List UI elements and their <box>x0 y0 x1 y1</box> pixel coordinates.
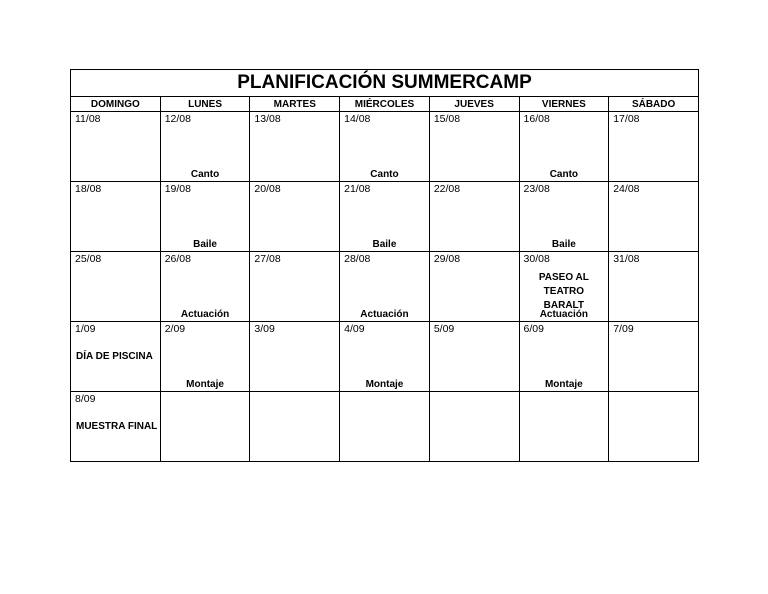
day-activity: Baile <box>372 239 397 250</box>
day-cell <box>71 392 161 462</box>
day-activity: Actuación <box>360 309 409 320</box>
weekday-header: MARTES <box>250 97 340 112</box>
day-date: 27/08 <box>254 253 281 265</box>
day-cell <box>160 112 250 182</box>
day-cell <box>250 112 340 182</box>
day-date: 18/08 <box>75 183 102 195</box>
day-cell <box>519 182 609 252</box>
day-cell <box>160 182 250 252</box>
day-cell <box>519 252 609 322</box>
day-cell <box>71 182 161 252</box>
day-cell <box>519 322 609 392</box>
day-cell <box>340 252 430 322</box>
weekday-header: MIÉRCOLES <box>340 97 430 112</box>
day-activity: Montaje <box>544 379 583 390</box>
day-date: 15/08 <box>433 113 461 125</box>
day-date: 24/08 <box>613 183 640 195</box>
day-cell <box>429 392 519 462</box>
day-cell <box>609 112 699 182</box>
day-cell <box>250 252 340 322</box>
day-activity: Actuación <box>180 309 230 320</box>
day-date: 8/09 <box>75 393 96 405</box>
day-date: 19/08 <box>164 183 191 195</box>
day-cell <box>250 182 340 252</box>
day-cell <box>71 322 161 392</box>
day-activity: Canto <box>549 169 579 180</box>
day-date: 5/09 <box>433 323 455 335</box>
weekday-header: JUEVES <box>429 97 519 112</box>
day-cell <box>429 182 519 252</box>
day-date: 13/08 <box>254 113 281 125</box>
day-cell <box>160 252 250 322</box>
day-cell <box>340 182 430 252</box>
day-activity: Montaje <box>365 379 404 390</box>
day-date: 25/08 <box>75 253 102 265</box>
day-cell <box>429 252 519 322</box>
day-date: 22/08 <box>433 183 461 195</box>
week-row <box>71 322 699 392</box>
day-date: 14/08 <box>344 113 371 125</box>
week-row <box>71 252 699 322</box>
day-cell <box>340 392 430 462</box>
day-note: PASEO AL TEATRO BARALT <box>538 272 589 311</box>
day-note: MUESTRA FINAL <box>76 421 158 432</box>
day-activity: Canto <box>370 169 399 180</box>
day-date: 26/08 <box>164 253 191 265</box>
weekday-header: SÁBADO <box>609 97 699 112</box>
day-cell <box>609 182 699 252</box>
day-cell <box>609 392 699 462</box>
day-date: 17/08 <box>613 113 640 125</box>
day-date: 7/09 <box>613 323 634 335</box>
day-date: 3/09 <box>254 323 275 335</box>
page-title: PLANIFICACIÓN SUMMERCAMP <box>71 70 699 97</box>
weekday-header: LUNES <box>160 97 250 112</box>
day-date: 28/08 <box>344 253 371 265</box>
day-date: 30/08 <box>523 253 550 265</box>
day-cell <box>160 392 250 462</box>
day-cell <box>250 322 340 392</box>
day-date: 6/09 <box>523 323 544 335</box>
day-activity: Baile <box>551 239 576 250</box>
day-cell <box>519 392 609 462</box>
day-date: 16/08 <box>523 113 550 125</box>
day-date: 21/08 <box>344 183 371 195</box>
day-date: 23/08 <box>523 183 550 195</box>
day-cell <box>429 112 519 182</box>
day-activity: Montaje <box>186 379 224 390</box>
weekday-header: DOMINGO <box>71 97 161 112</box>
day-cell <box>71 112 161 182</box>
calendar-table <box>70 69 699 462</box>
week-row <box>71 182 699 252</box>
day-date: 20/08 <box>254 183 281 195</box>
day-activity: Actuación <box>539 309 589 320</box>
day-date: 2/09 <box>164 323 186 335</box>
day-activity: Canto <box>190 169 220 180</box>
day-activity: Baile <box>193 239 217 250</box>
day-cell <box>340 112 430 182</box>
weekday-header-row <box>71 97 699 112</box>
day-date: 1/09 <box>75 323 96 335</box>
day-cell <box>609 322 699 392</box>
day-cell <box>519 112 609 182</box>
day-date: 4/09 <box>344 323 365 335</box>
day-cell <box>160 322 250 392</box>
day-date: 11/08 <box>75 113 101 125</box>
weekday-header: VIERNES <box>519 97 609 112</box>
day-cell <box>609 252 699 322</box>
week-row <box>71 112 699 182</box>
day-date: 29/08 <box>433 253 461 265</box>
day-cell <box>340 322 430 392</box>
day-note: DÍA DE PISCINA <box>76 351 153 362</box>
week-row <box>71 392 699 462</box>
day-date: 12/08 <box>164 113 191 125</box>
day-date: 31/08 <box>613 253 640 265</box>
day-cell <box>71 252 161 322</box>
day-cell <box>429 322 519 392</box>
day-cell <box>250 392 340 462</box>
